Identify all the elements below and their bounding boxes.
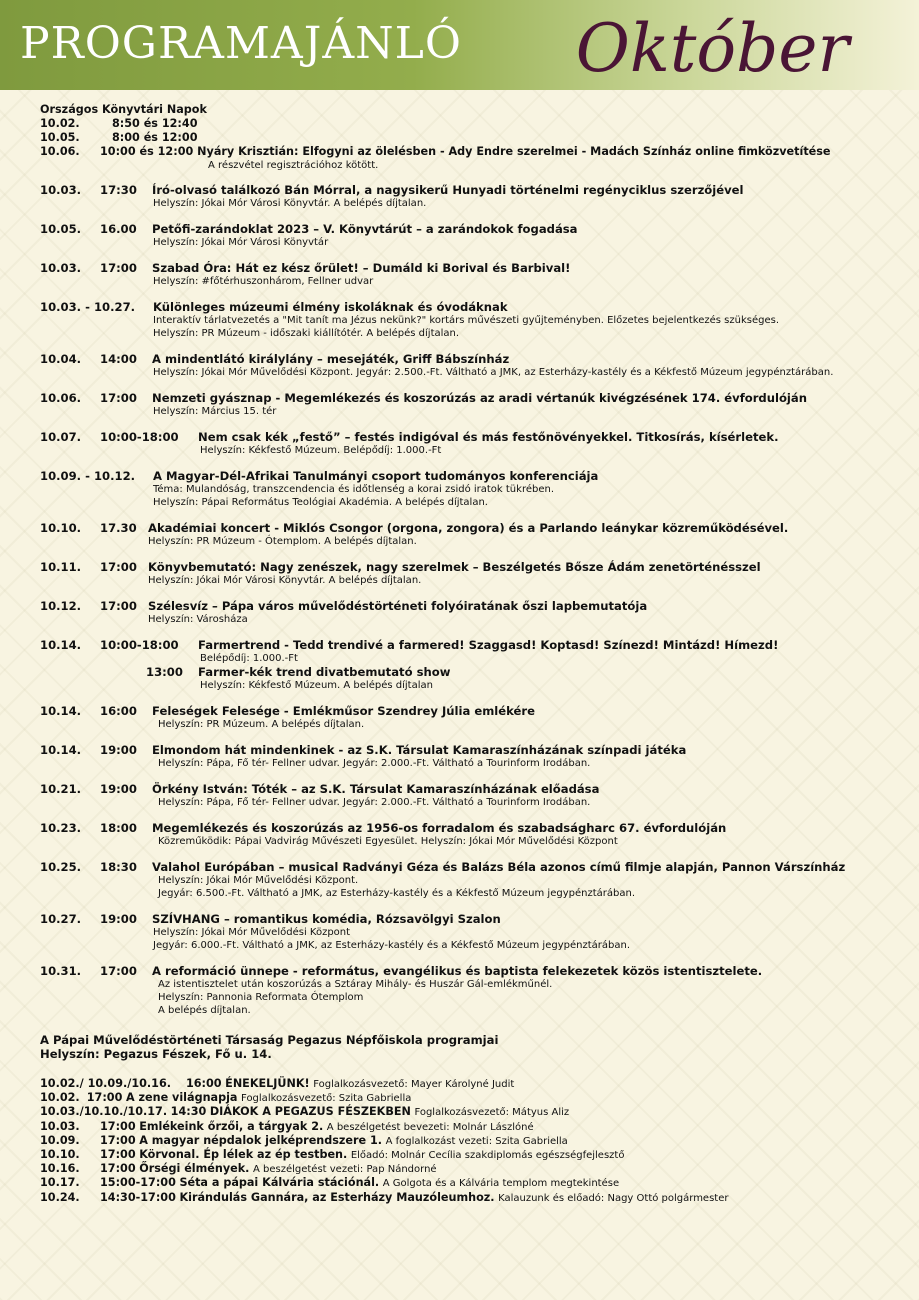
text-field: 10:00 és 12:00 (100, 145, 194, 158)
event (40, 521, 900, 548)
text-field: 17:00 (100, 261, 137, 275)
event (40, 860, 900, 900)
text-field: 14:30-17:00 (100, 1190, 176, 1204)
text-field: 10.25. (40, 860, 82, 874)
text-field: 10.03./10.10./10.17. (40, 1105, 168, 1119)
text-field: 10.27. (40, 912, 82, 926)
text-field: Őrségi élmények. (139, 1162, 250, 1176)
text-field: 17:00 (100, 391, 137, 405)
section-location: Helyszín: Pegazus Fészek, Fő u. 14. (40, 1047, 272, 1061)
text-field: 19:00 (100, 782, 137, 796)
text-field: 10.05. (40, 131, 80, 144)
text-field: Jegyár: 6.500.-Ft. Váltható a JMK, az Esterházy-kastély és a Kékfestő Múzeum jegypénztárában. (158, 888, 635, 899)
event (40, 821, 900, 848)
text-field: Helyszín: #főtérhuszonhárom, Fellner udvar (153, 276, 374, 287)
text-field: 10.07. (40, 430, 82, 444)
list-item (40, 1176, 900, 1190)
text-field: Helyszín: Pannonia Reformata Ótemplom (158, 992, 364, 1003)
list-item (40, 1077, 900, 1091)
text-field: Helyszín: Jókai Mór Művelődési Központ. (158, 875, 359, 886)
text-field: Körvonal. Ép lélek az ép testben. (139, 1148, 348, 1162)
text-field: Interaktív tárlatvezetés a "Mit tanít ma Jézus nekünk?" kortárs művészeti gyűjteményben. Előzetes bejelentkezés szükséges. (153, 315, 780, 326)
event (40, 222, 900, 249)
text-field: 10.02./ 10.09./10.16. (40, 1077, 171, 1090)
text-field: Helyszín: Jókai Mór Városi Könyvtár. A belépés díjtalan. (148, 575, 422, 586)
pegazus-section (40, 1033, 900, 1205)
text-field: A Magyar-Dél-Afrikai Tanulmányi csoport tudományos konferenciája (153, 469, 599, 483)
text-field: A reformáció ünnepe - református, evangélikus és baptista felekezetek közös istentisztelete. (152, 964, 763, 978)
text-field: Előadó: Molnár Cecília szakdiplomás egészségfejlesztő (350, 1150, 625, 1162)
text-field: Farmertrend - Tedd trendivé a farmered! Szaggasd! Koptasd! Színezd! Mintázd! Hímezd! (198, 638, 779, 652)
text-field: 10.09. (40, 1133, 80, 1147)
text-field: Szélesvíz – Pápa város művelődéstörténeti folyóiratának őszi lapbemutatója (148, 599, 648, 613)
list-item (40, 1120, 900, 1134)
text-field: 17:00 (100, 560, 137, 574)
text-field: Közreműködik: Pápai Vadvirág Művészeti Egyesület. Helyszín: Jókai Mór Művelődési Központ (158, 836, 618, 847)
text-field: 17:00 (100, 599, 137, 613)
event (40, 391, 900, 418)
text-field: Helyszín: Jókai Mór Városi Könyvtár. A belépés díjtalan. (153, 198, 427, 209)
pegazus-list (40, 1077, 900, 1205)
text-field: 10.06. (40, 391, 82, 405)
text-field: Nyáry Krisztián: Elfogyni az ölelésben - Ady Endre szerelmei - Madách Színház online fimközvetítése (197, 145, 831, 158)
text-field: 10.14. (40, 704, 82, 718)
text-field: Belépődíj: 1.000.-Ft (200, 653, 298, 664)
note: A részvétel regisztrációhoz kötött. (208, 160, 379, 171)
list-item (40, 1091, 900, 1105)
text-field: 16:00 (100, 704, 137, 718)
text-field: 17:30 (100, 183, 137, 197)
event (40, 743, 900, 770)
text-field: Helyszín: Pápa, Fő tér- Fellner udvar. Jegyár: 2.000.-Ft. Váltható a Tourinform Irodában. (158, 758, 591, 769)
text-field: Farmer-kék trend divatbemutató show (198, 665, 451, 679)
text-field: Az istentisztelet után koszorúzás a Sztáray Mihály- és Huszár Gál-emlékműnél. (158, 979, 553, 990)
month-title: Október (575, 10, 849, 87)
text-field: 10.31. (40, 964, 82, 978)
text-field: Helyszín: Kékfestő Múzeum. A belépés díjtalan (200, 680, 433, 691)
text-field: 17:00 (100, 1133, 136, 1147)
text-field: Helyszín: Városháza (148, 614, 248, 625)
text-field: Foglalkozásvezető: Mátyus Aliz (414, 1107, 570, 1119)
text-field: ÉNEKELJÜNK! (225, 1077, 310, 1090)
text-field: 17:00 (100, 1119, 136, 1133)
text-field: A Golgota és a Kálvária templom megtekintése (382, 1178, 620, 1190)
text-field: Feleségek Felesége - Emlékműsor Szendrey Júlia emlékére (152, 704, 535, 718)
event (40, 599, 900, 626)
list-item (40, 1191, 900, 1205)
text-field: A magyar népdalok jelképrendszere 1. (139, 1133, 383, 1147)
text-field: Nem csak kék „festő” – festés indigóval és más festőnövényekkel. Titkosírás, kísérletek. (198, 430, 779, 444)
library-days-title: Országos Könyvtári Napok (40, 103, 207, 116)
text-field: Helyszín: Március 15. tér (153, 406, 277, 417)
text-field: 17:00 (100, 1148, 136, 1162)
text-field: Helyszín: Jókai Mór Művelődési Központ. Jegyár: 2.500.-Ft. Váltható a JMK, az Esterházy-kastély és a Kékfestő Múzeum jegypénztárában. (153, 367, 834, 378)
text-field: 10.23. (40, 821, 82, 835)
text-field: Könyvbemutató: Nagy zenészek, nagy szerelmek – Beszélgetés Bősze Ádám zenetörténésszel (148, 560, 761, 574)
text-field: Örkény István: Tóték – az S.K. Társulat Kamaraszínházának előadása (152, 782, 600, 796)
text-field: Helyszín: PR Múzeum. A belépés díjtalan. (158, 719, 365, 730)
text-field: 10.10. (40, 521, 82, 535)
text-field: 10.03. (40, 183, 82, 197)
list-item (40, 1148, 900, 1162)
event (40, 300, 900, 340)
page-title: PROGRAMAJÁNLÓ (20, 18, 462, 69)
list-item (40, 1162, 900, 1176)
event (40, 560, 900, 587)
text-field: 17:00 (86, 1091, 123, 1105)
text-field: A mindentlátó királylány – mesejáték, Griff Bábszínház (152, 352, 510, 366)
text-field: 10.04. (40, 352, 82, 366)
text-field: 10.02. (40, 1091, 80, 1105)
text-field: Helyszín: Jókai Mór Művelődési Központ (153, 927, 351, 938)
text-field: Téma: Mulandóság, transzcendencia és időtlenség a korai zsidó iratok tükrében. (153, 484, 555, 495)
text-field: 14:00 (100, 352, 137, 366)
text-field: 10.02. (40, 117, 80, 130)
text-field: Helyszín: PR Múzeum - Ótemplom. A belépés díjtalan. (148, 536, 417, 547)
library-days (40, 103, 900, 172)
text-field: 10.06. (40, 145, 80, 158)
text-field: Helyszín: PR Múzeum - időszaki kiállítótér. A belépés díjtalan. (153, 328, 460, 339)
text-field: Valahol Európában – musical Radványi Géza és Balázs Béla azonos című filmje alapján, Pannon Várszínház (152, 860, 846, 874)
text-field: A belépés díjtalan. (158, 1005, 251, 1016)
text-field: 10.16. (40, 1162, 80, 1176)
text-field: Akadémiai koncert - Miklós Csongor (orgona, zongora) és a Parlando leánykar közreműködésével. (148, 521, 789, 535)
text-field: A foglalkozást vezeti: Szita Gabriella (385, 1135, 568, 1147)
text-field: 18:30 (100, 860, 137, 874)
list-item (40, 145, 900, 159)
event (40, 469, 900, 509)
list-item (40, 1134, 900, 1148)
header-banner (0, 0, 919, 90)
section-heading: A Pápai Művelődéstörténeti Társaság Pegazus Népfőiskola programjai (40, 1033, 499, 1047)
text-field: 10.24. (40, 1190, 80, 1204)
text-field: 10.03. (40, 1119, 80, 1133)
text-field: Helyszín: Kékfestő Múzeum. Belépődíj: 1.000.-Ft (200, 445, 442, 456)
text-field: Helyszín: Jókai Mór Városi Könyvtár (153, 237, 329, 248)
text-field: 14:30 (170, 1105, 207, 1119)
text-field: 18:00 (100, 821, 137, 835)
list-item (40, 117, 900, 131)
event (40, 782, 900, 809)
text-field: 10.14. (40, 743, 82, 757)
text-field: SZÍVHANG – romantikus komédia, Rózsavölgyi Szalon (152, 912, 501, 926)
text-field: 10.11. (40, 560, 82, 574)
text-field: 10.21. (40, 782, 82, 796)
text-field: 10.12. (40, 599, 82, 613)
text-field: Petőfi-zarándoklat 2023 – V. Könyvtárút – a zarándokok fogadása (152, 222, 578, 236)
program-content (40, 103, 900, 1205)
text-field: 10:00-18:00 (100, 430, 179, 444)
text-field: 17:00 (100, 1162, 136, 1176)
text-field: Helyszín: Pápai Református Teológiai Akadémia. A belépés díjtalan. (153, 497, 488, 508)
text-field: 10:00-18:00 (100, 638, 179, 652)
event (40, 430, 900, 457)
text-field: 10.05. (40, 222, 82, 236)
text-field: 10.17. (40, 1176, 80, 1190)
text-field: DIÁKOK A PEGAZUS FÉSZEKBEN (209, 1105, 411, 1119)
text-field: 19:00 (100, 743, 137, 757)
text-field: 10.03. (40, 261, 82, 275)
event (40, 183, 900, 210)
text-field: 16:00 (185, 1077, 222, 1090)
event (40, 912, 900, 952)
text-field: 8:00 és 12:00 (112, 131, 198, 144)
text-field: 15:00-17:00 (100, 1176, 176, 1190)
event (40, 352, 900, 379)
text-field: Elmondom hát mindenkinek - az S.K. Társulat Kamaraszínházának színpadi játéka (152, 743, 687, 757)
text-field: Kalauzunk és előadó: Nagy Ottó polgármester (498, 1192, 729, 1204)
text-field: 10.10. (40, 1148, 80, 1162)
text-field: A beszélgetést vezeti: Pap Nándorné (252, 1164, 437, 1176)
text-field: Különleges múzeumi élmény iskoláknak és óvodáknak (153, 300, 508, 314)
text-field: 17.30 (100, 521, 137, 535)
event (40, 704, 900, 731)
list-item (40, 131, 900, 145)
text-field: Jegyár: 6.000.-Ft. Váltható a JMK, az Esterházy-kastély és a Kékfestő Múzeum jegypénztárában. (153, 940, 630, 951)
text-field: A zene világnapja (125, 1091, 238, 1105)
text-field: 10.14. (40, 638, 82, 652)
text-field: 13:00 (146, 665, 183, 679)
text-field: 19:00 (100, 912, 137, 926)
text-field: A beszélgetést bevezeti: Molnár Lászlóné (326, 1121, 534, 1133)
text-field: Helyszín: Pápa, Fő tér- Fellner udvar. Jegyár: 2.000.-Ft. Váltható a Tourinform Irodában. (158, 797, 591, 808)
text-field: Foglalkozásvezető: Mayer Károlyné Judit (313, 1079, 515, 1090)
event (40, 964, 900, 1017)
text-field: 16.00 (100, 222, 137, 236)
text-field: Nemzeti gyásznap - Megemlékezés és koszorúzás az aradi vértanúk kivégzésének 174. évfordulóján (152, 391, 807, 405)
text-field: 10.09. - 10.12. (40, 469, 136, 483)
text-field: Megemlékezés és koszorúzás az 1956-os forradalom és szabadságharc 67. évfordulóján (152, 821, 727, 835)
text-field: Szabad Óra: Hát ez kész őrület! – Dumáld ki Borival és Barbival! (152, 261, 571, 275)
list-item (40, 1105, 900, 1119)
text-field: Emlékeink őrzői, a tárgyak 2. (139, 1119, 324, 1133)
text-field: 8:50 és 12:40 (112, 117, 198, 130)
text-field: Kirándulás Gannára, az Esterházy Mauzóleumhoz. (179, 1190, 495, 1204)
text-field: 10.03. - 10.27. (40, 300, 136, 314)
text-field: Író-olvasó találkozó Bán Mórral, a nagysikerű Hunyadi történelmi regényciklus szerzőjével (152, 183, 744, 197)
text-field: Foglalkozásvezető: Szita Gabriella (241, 1093, 412, 1105)
text-field: Séta a pápai Kálvária stációnál. (179, 1176, 380, 1190)
event (40, 638, 900, 692)
event (40, 261, 900, 288)
text-field: 17:00 (100, 964, 137, 978)
